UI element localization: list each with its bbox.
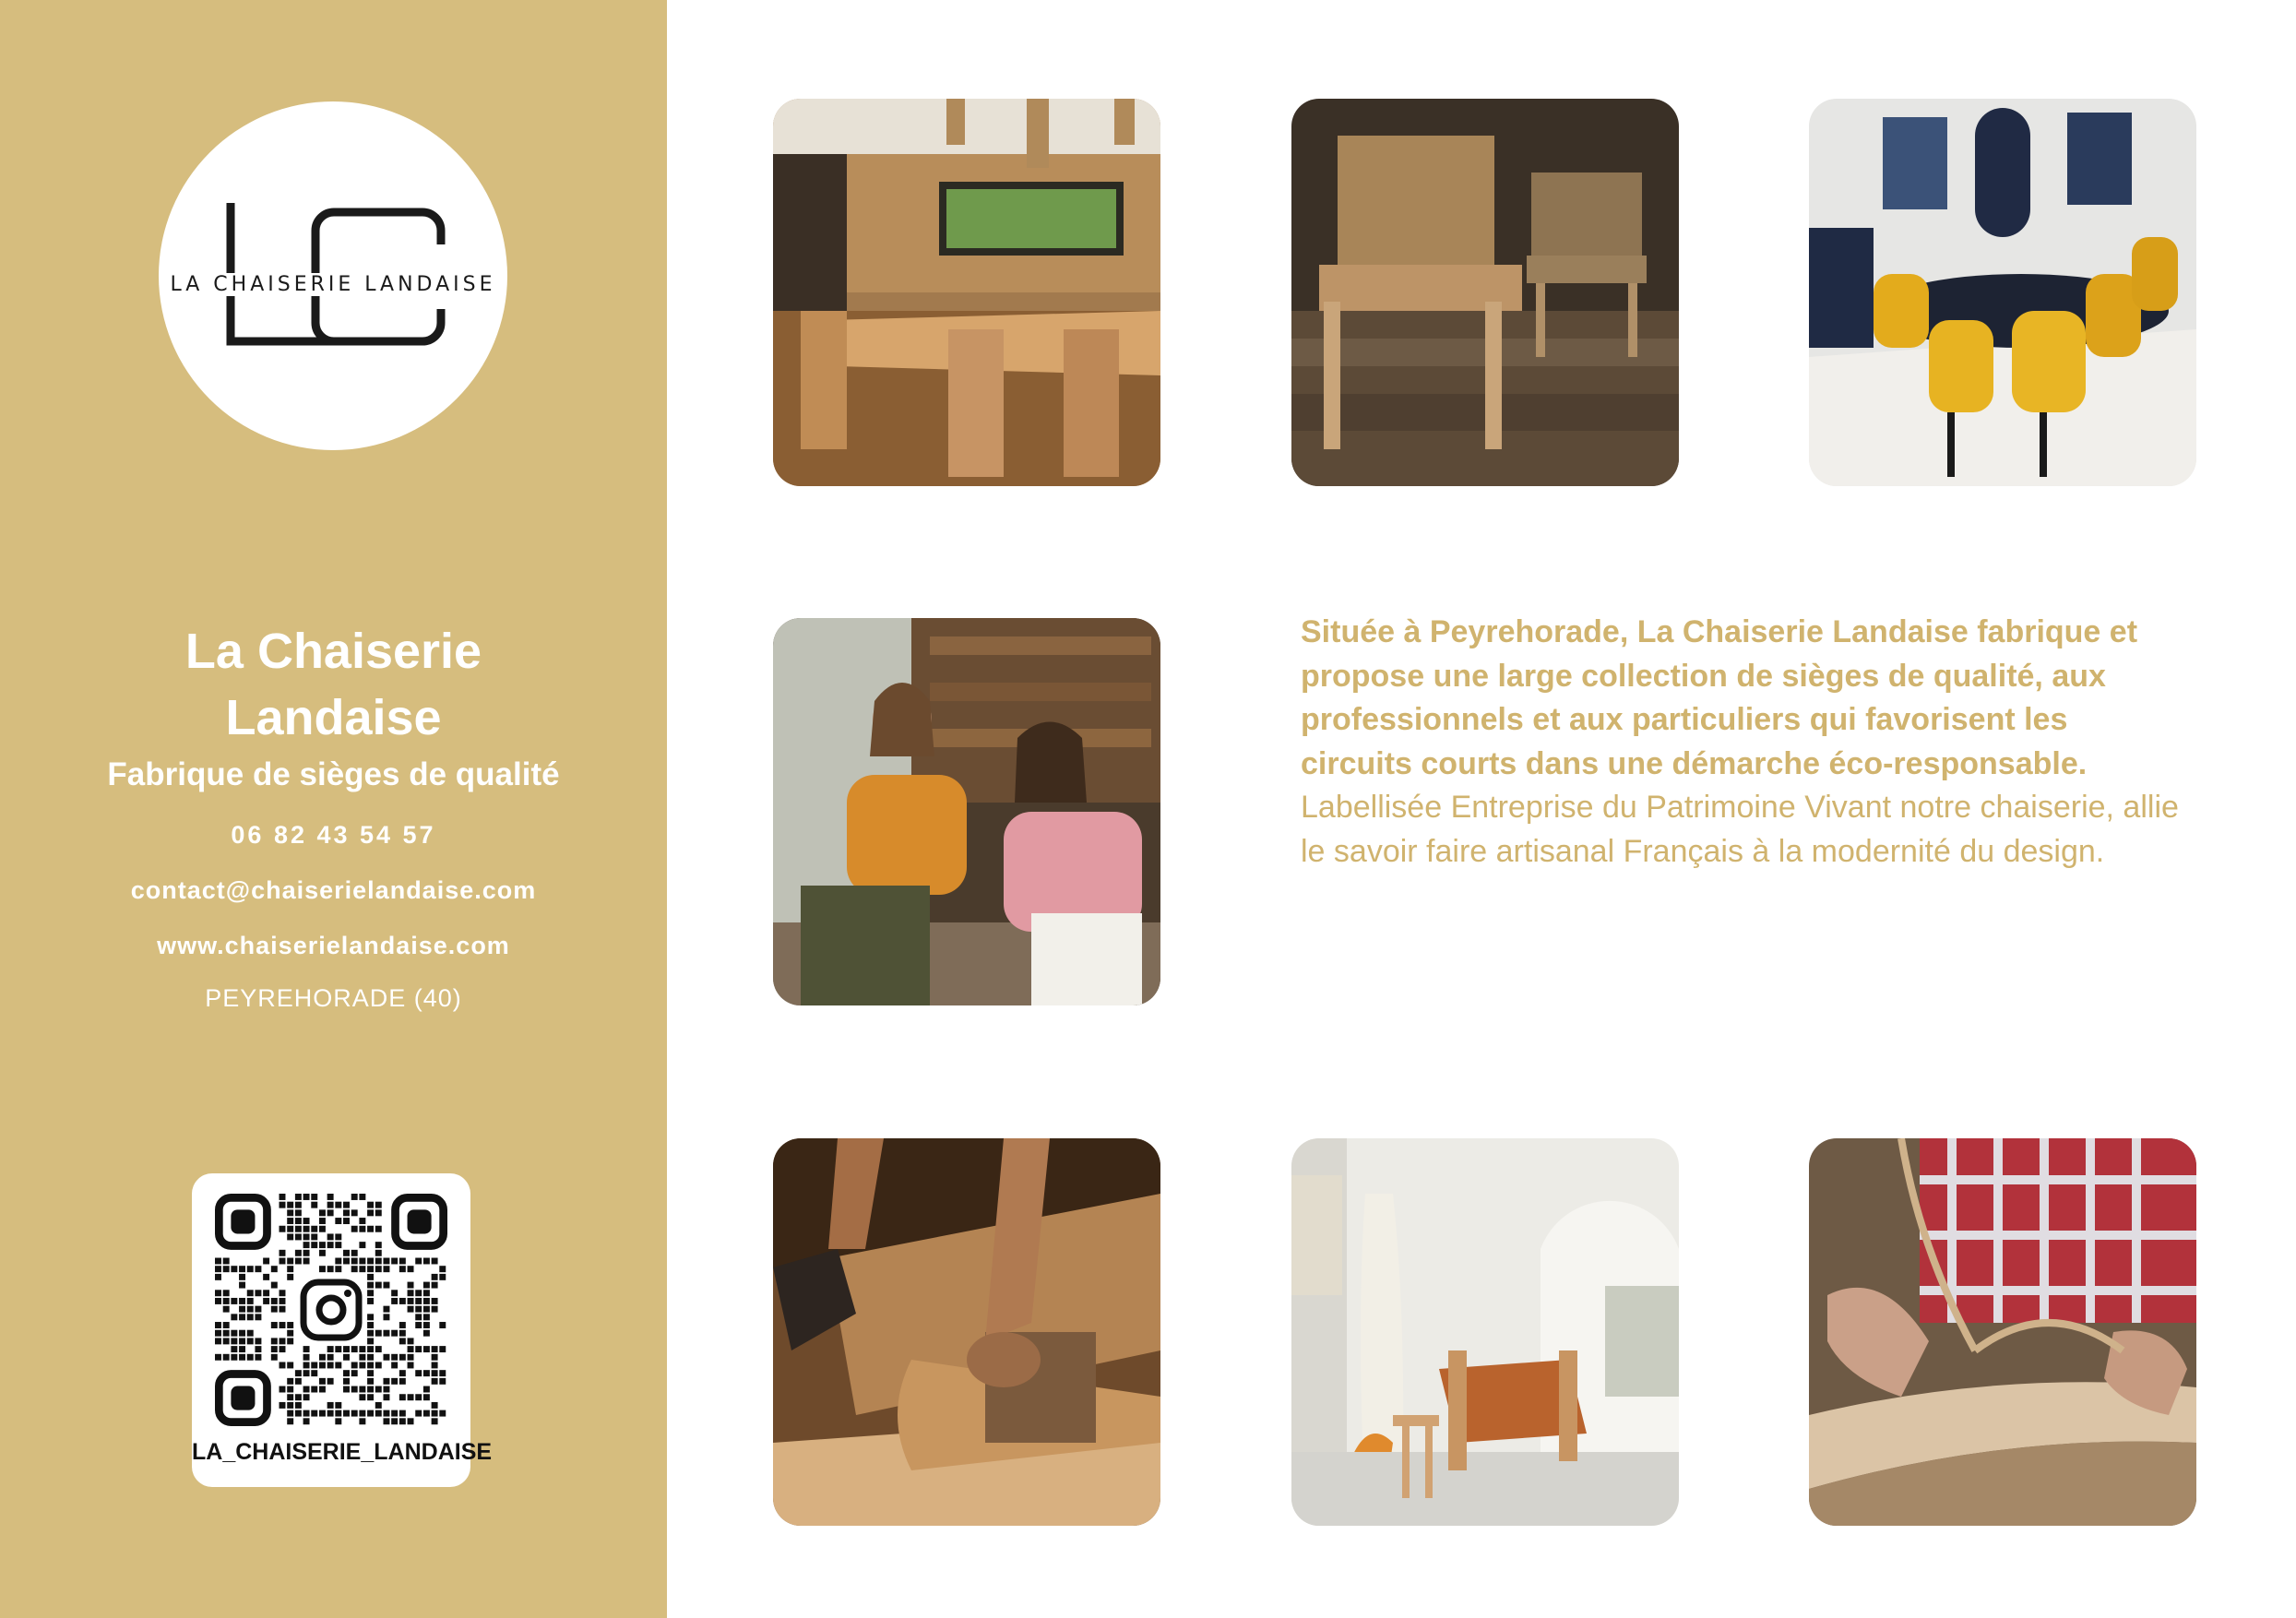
qr-finder-pattern xyxy=(219,1197,267,1245)
qr-finder-pattern xyxy=(219,1374,267,1422)
photo-leather-armchair-surfboard xyxy=(1291,1138,1679,1526)
qr-finder-pattern xyxy=(396,1197,444,1245)
contact-phone[interactable]: 06 82 43 54 57 xyxy=(231,821,436,849)
qr-code[interactable] xyxy=(215,1194,447,1426)
photo-craftsman-assembling-chair xyxy=(773,1138,1160,1526)
description-lead: Située à Peyrehorade, La Chaiserie Landaise fabrique et propose une large collection de sièges de qualité, aux professionnels et aux particuliers qui favorisent les circuits courts dans une démarche éco-responsable. xyxy=(1301,614,2138,781)
company-name xyxy=(0,618,667,751)
contact-email[interactable]: contact@chaiserielandaise.com xyxy=(130,876,537,904)
contact-city: PEYREHORADE (40) xyxy=(205,984,462,1012)
sidebar xyxy=(0,0,667,1618)
instagram-icon xyxy=(298,1277,364,1343)
company-name-line1: La Chaiserie xyxy=(184,624,482,679)
description xyxy=(1301,611,2186,874)
qr-card[interactable] xyxy=(192,1173,493,1487)
contact-website[interactable]: www.chaiserielandaise.com xyxy=(157,932,510,959)
description-sub: Labellisée Entreprise du Patrimoine Vivant notre chaiserie, allie le savoir faire artisanal Français à la modernité du design. xyxy=(1301,790,2179,869)
logo-text: LA CHAISERIE LANDAISE xyxy=(164,273,501,296)
photo-rush-seat-armchair xyxy=(1291,99,1679,486)
photo-dining-room-wood-chairs xyxy=(773,99,1160,486)
photo-hands-weaving-rush-seat xyxy=(1809,1138,2196,1526)
photo-two-founders-seated xyxy=(773,618,1160,1005)
company-name-line2: Landaise xyxy=(225,690,442,745)
photo-yellow-velvet-dining-room xyxy=(1809,99,2196,486)
logo xyxy=(159,101,507,450)
qr-handle: LA_CHAISERIE_LANDAISE xyxy=(192,1439,493,1465)
company-tagline: Fabrique de sièges de qualité xyxy=(107,756,560,792)
